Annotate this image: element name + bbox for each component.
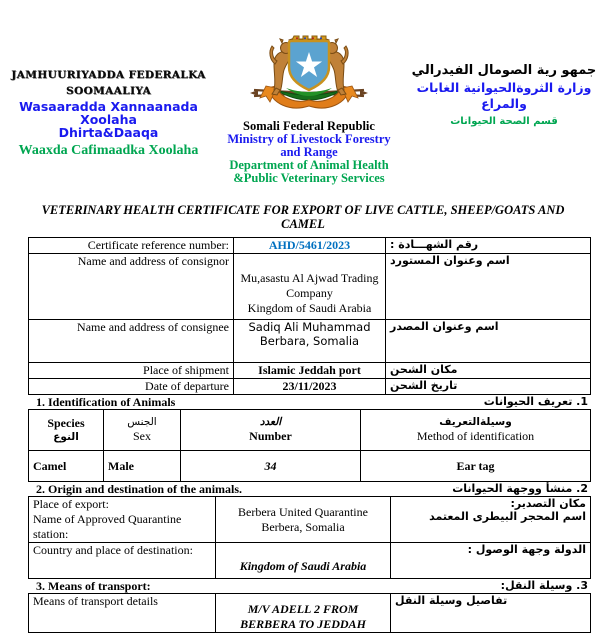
section2-heading: 2. Origin and destination of the animals. — [36, 482, 243, 496]
export-label-line1: Place of export: — [33, 497, 109, 511]
col-species — [29, 410, 104, 451]
center-department-line1: Department of Animal Health — [229, 158, 389, 172]
export-label-line3: station: — [33, 527, 69, 541]
export-value-line2: Berbera, Somalia — [261, 519, 345, 534]
center-department-line2: &Public Veterinary Services — [233, 171, 385, 185]
center-ministry-line1: Ministry of Livestock Forestry — [227, 132, 391, 146]
col-species-en: Species — [47, 415, 85, 430]
export-label-ar — [391, 497, 591, 543]
section1-heading-row — [28, 395, 590, 409]
animal-method: Ear tag — [361, 451, 591, 482]
consignor-line3: Kingdom of Saudi Arabia — [247, 300, 372, 315]
col-number-en: Number — [249, 429, 292, 444]
masthead — [0, 0, 606, 200]
transport-details-label-ar: تفاصيل وسيلة النقل — [391, 594, 591, 633]
table-row — [29, 543, 591, 579]
departure-value: 23/11/2023 — [234, 379, 386, 395]
consignee-line2: Berbara, Somalia — [259, 334, 360, 348]
export-label — [29, 497, 216, 543]
section1-heading: 1. Identification of Animals — [36, 395, 176, 409]
table-row — [29, 254, 591, 320]
departure-label: Date of departure — [29, 379, 234, 395]
consignor-value — [234, 254, 386, 320]
col-number — [181, 410, 361, 451]
animal-sex: Male — [104, 451, 181, 482]
col-number-ar: العدد — [259, 415, 282, 428]
document-title — [0, 203, 606, 231]
shield-icon — [289, 41, 329, 90]
somali-header-block — [6, 68, 211, 159]
somalia-coat-of-arms-icon — [246, 30, 372, 116]
transport-details-value — [216, 594, 391, 633]
consignee-line1: Sadiq Ali Muhammad — [248, 320, 371, 334]
col-sex-en: Sex — [133, 429, 151, 444]
certificate-reference-label: Certificate reference number: — [29, 238, 234, 254]
export-label-ar-line2: اسم المحجر البيطرى المعتمد — [429, 510, 586, 523]
col-method-ar: وسيلةالتعريف — [439, 415, 512, 428]
crown-icon — [292, 36, 326, 40]
section2-heading-row — [28, 482, 590, 496]
ministry-somali-line2: Xoolaha — [80, 111, 137, 127]
arabic-department: قسم الصحة الحيوانات — [450, 116, 558, 128]
transport-table — [28, 593, 591, 633]
destination-label: Country and place of destination: — [29, 543, 216, 579]
shipment-value: Islamic Jeddah port — [234, 363, 386, 379]
center-header-block — [213, 30, 405, 185]
identification-table — [28, 409, 591, 482]
arabic-ministry-line2: والمراع — [481, 96, 527, 112]
section3-heading-row — [28, 579, 590, 593]
shipment-label: Place of shipment — [29, 363, 234, 379]
document-title-line2: CAMEL — [281, 217, 325, 231]
transport-details-line1: M/V ADELL 2 FROM — [247, 602, 359, 616]
center-country: Somali Federal Republic — [243, 119, 375, 133]
col-sex — [104, 410, 181, 451]
section3-heading-ar: 3. وسيلة النقل: — [500, 579, 588, 592]
export-label-line2: Name of Approved Quarantine — [33, 512, 182, 526]
export-value-line1: Berbera United Quarantine — [238, 504, 368, 519]
export-value — [216, 497, 391, 543]
table-row — [29, 320, 591, 363]
transport-details-line2: BERBERA TO JEDDAH — [240, 617, 366, 631]
consignor-label-ar: اسم وعنوان المستورد — [386, 254, 591, 320]
consignor-line1: Mu,asastu Al Ajwad Trading — [240, 270, 379, 285]
ministry-somali-line1: Wasaaradda Xannaanada — [19, 98, 198, 114]
table-row — [29, 497, 591, 543]
certificate-table — [28, 237, 591, 395]
col-sex-ar: الجنس — [127, 415, 157, 428]
shipment-label-ar: مكان الشحن — [386, 363, 591, 379]
destination-label-ar: الدولة وجهة الوصول : — [391, 543, 591, 579]
animal-number: 34 — [181, 451, 361, 482]
table-row — [29, 238, 591, 254]
departure-label-ar: تاريخ الشحن — [386, 379, 591, 395]
col-method-en: Method of identification — [416, 429, 535, 444]
certificate-body — [28, 237, 590, 633]
table-row — [29, 594, 591, 633]
table-row — [29, 363, 591, 379]
consignee-label: Name and address of consignee — [29, 320, 234, 363]
section2-heading-ar: 2. منشأ ووجهة الحيوانات — [452, 482, 588, 495]
arabic-header-block — [405, 62, 603, 129]
origin-destination-table — [28, 496, 591, 579]
export-label-ar-line1: مكان التصدير: — [510, 497, 586, 510]
section1-heading-ar: 1. تعريف الحيوانات — [483, 395, 588, 408]
table-row — [29, 451, 591, 482]
federal-republic-somali-line1: JAMHUURIYADDA FEDERALKA — [11, 69, 206, 81]
col-method — [361, 410, 591, 451]
transport-details-label: Means of transport details — [29, 594, 216, 633]
animal-species: Camel — [29, 451, 104, 482]
consignor-line2: Company — [286, 285, 333, 300]
table-header-row — [29, 410, 591, 451]
table-row — [29, 379, 591, 395]
center-ministry-line2: and Range — [280, 145, 338, 159]
consignee-value — [234, 320, 386, 363]
department-somali: Waaxda Cafimaadka Xoolaha — [18, 142, 199, 158]
section3-heading: 3. Means of transport: — [36, 579, 151, 593]
document-title-line1: VETERINARY HEALTH CERTIFICATE FOR EXPORT OF LIVE CATTLE, SHEEP/GOATS AND — [41, 203, 565, 217]
col-species-ar: النوع — [53, 430, 79, 443]
certificate-reference-label-ar: رقم الشهـــادة : — [386, 238, 591, 254]
federal-republic-somali-line2: SOOMAALIYA — [65, 84, 152, 97]
consignor-label: Name and address of consignor — [29, 254, 234, 320]
arabic-ministry-line1: وزارة الثروةالحيوانية الغابات — [416, 79, 592, 95]
certificate-reference-value: AHD/5461/2023 — [234, 238, 386, 254]
consignee-label-ar: اسم وعنوان المصدر — [386, 320, 591, 363]
arabic-country: جمهو رية الصومال الفيدرالي — [411, 63, 597, 78]
destination-value: Kingdom of Saudi Arabia — [216, 543, 391, 579]
ministry-somali-line3: Dhirta&Daaqa — [58, 124, 159, 140]
